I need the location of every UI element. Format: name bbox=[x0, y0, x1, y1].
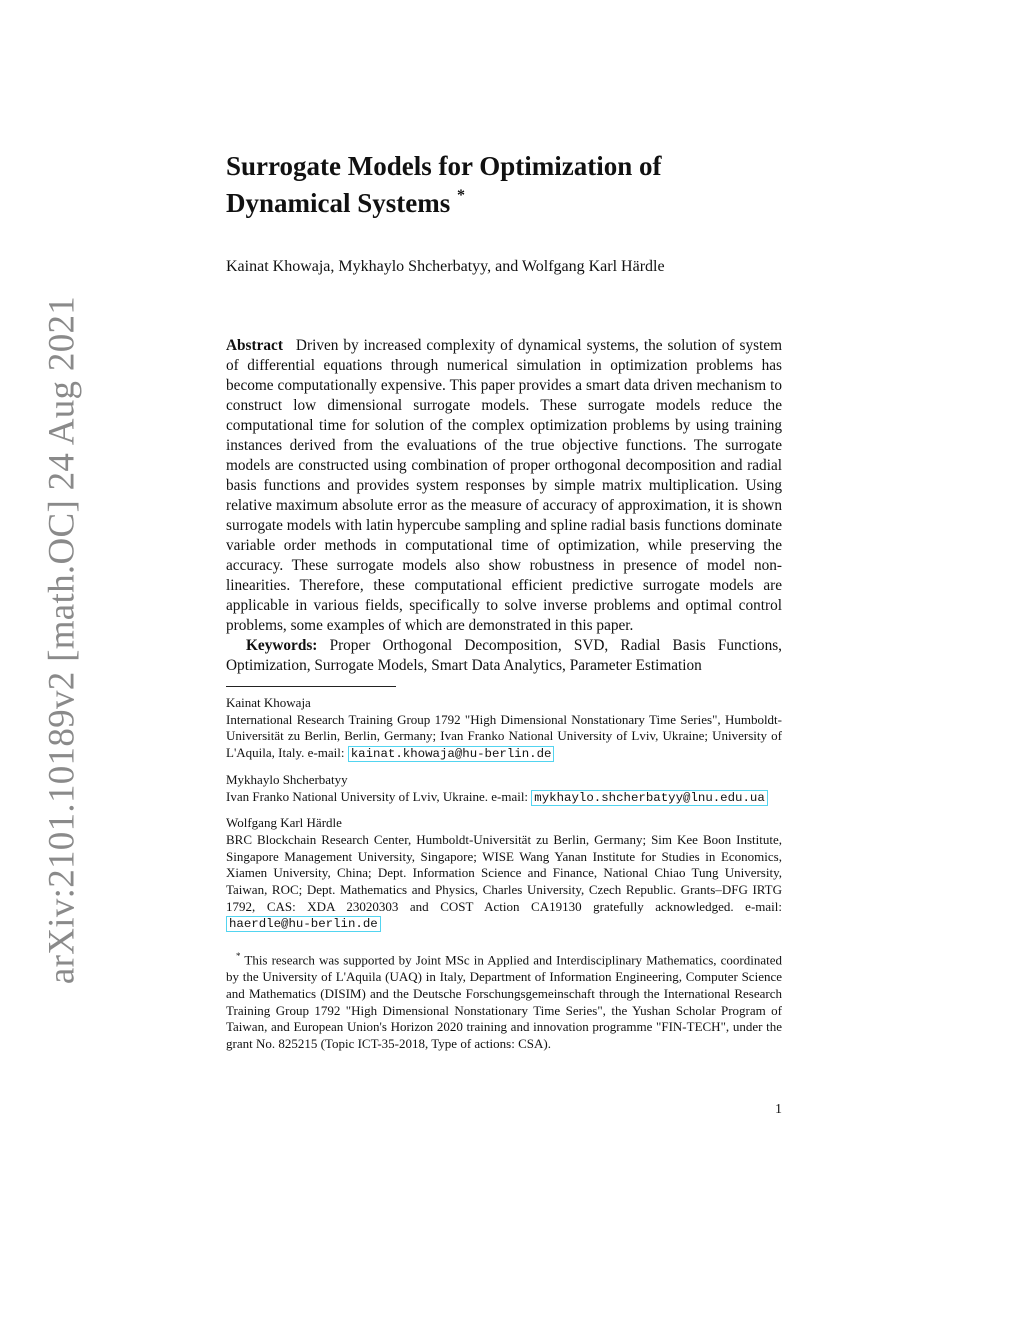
title-line-2: Dynamical Systems bbox=[226, 188, 451, 218]
abstract-label: Abstract bbox=[226, 337, 283, 354]
arxiv-identifier-stamp: arXiv:2101.10189v2 [math.OC] 24 Aug 2021 bbox=[41, 295, 83, 985]
affiliation-text: BRC Blockchain Research Center, Humboldt-Universität zu Berlin, Germany; Sim Kee Boon Institute, Singapore Management University, Singapore; WISE Wang Yanan Institute for Studies in Economics, Xiamen University, China; Dept. Information Science and Finance, National Chiao Tung University, Taiwan, ROC; Dept. Mathematics and Physics, Charles University, Czech Republic. Grants–DFG IRTG 1792, CAS: XDA 23020303 and COST Action CA19130 gratefully acknowledged. e-mail: bbox=[226, 831, 782, 914]
title-line-1: Surrogate Models for Optimization of bbox=[226, 151, 662, 181]
page-number: 1 bbox=[775, 1102, 782, 1117]
affiliation-name: Wolfgang Karl Härdle bbox=[226, 815, 342, 831]
keywords-text: Proper Orthogonal Decomposition, SVD, Radial Basis Functions, Optimization, Surrogate Models, Smart Data Analytics, Parameter Estimation bbox=[226, 637, 782, 674]
paper-page bbox=[226, 150, 783, 1117]
email-link[interactable]: kainat.khowaja@hu-berlin.de bbox=[348, 746, 555, 762]
email-link[interactable]: haerdle@hu-berlin.de bbox=[226, 916, 381, 932]
abstract bbox=[226, 336, 782, 636]
email-link[interactable]: mykhaylo.shcherbatyy@lnu.edu.ua bbox=[531, 790, 768, 806]
affiliation-text: International Research Training Group 1792 "High Dimensional Nonstationary Time Series", Humboldt-Universität zu Berlin, Berlin, Germany; Ivan Franko National University of Lviv, Ukraine; University of L'Aquila, Italy. e-mail: bbox=[226, 711, 782, 761]
affiliation-name: Mykhaylo Shcherbatyy bbox=[226, 771, 348, 787]
affiliation-khowaja bbox=[226, 695, 782, 763]
affiliation-shcherbatyy bbox=[226, 772, 782, 806]
footnote-divider bbox=[226, 686, 396, 687]
title-footnote-marker: * bbox=[457, 187, 465, 204]
affiliation-hardle bbox=[226, 815, 782, 933]
author-list: Kainat Khowaja, Mykhaylo Shcherbatyy, and Wolfgang Karl Härdle bbox=[226, 258, 665, 275]
paper-title bbox=[226, 150, 782, 219]
footnote-text: This research was supported by Joint MSc in Applied and Interdisciplinary Mathematics, coordinated by the University of L'Aquila (UAQ) in Italy, Department of Information Engineering, Computer Science and Mathematics (DISIM) and the Deutsche Forschungsgemeinschaft through the International Research Training Group 1792 "High Dimensional Nonstationary Time Series", the Yushan Scholar Program of Taiwan, and European Union's Horizon 2020 training and innovation programme "FIN-TECH", under the grant No. 825215 (Topic ICT-35-2018, Type of actions: CSA). bbox=[226, 952, 783, 1051]
funding-footnote bbox=[226, 948, 782, 1053]
abstract-text: Driven by increased complexity of dynamical systems, the solution of system of differential equations through numerical simulation in optimization problems has become computationally expensive. This paper provides a smart data driven mechanism to construct low dimensional surrogate models. These surrogate models reduce the computational time for solution of the complex optimization problems by using training instances derived from the evaluations of the true objective functions. The surrogate models are constructed using combination of proper orthogonal decomposition and radial basis functions and provides system responses by simple matrix multiplication. Using relative maximum absolute error as the measure of accuracy of approximation, it is shown surrogate models with latin hypercube sampling and spline radial basis functions dominate variable order methods in computational time of optimization, while preserving the accuracy. These surrogate models also show robustness in presence of model non-linearities. Therefore, these computational efficient predictive surrogate models are applicable in various fields, specifically to solve inverse problems and optimal control problems, some examples of which are demonstrated in this paper. bbox=[226, 337, 782, 634]
footnote-marker: * bbox=[236, 951, 241, 962]
affiliation-name: Kainat Khowaja bbox=[226, 695, 311, 710]
keywords-label: Keywords: bbox=[246, 637, 318, 654]
keywords bbox=[226, 636, 782, 676]
affiliation-text: Ivan Franko National University of Lviv, Ukraine. e-mail: bbox=[226, 788, 529, 804]
